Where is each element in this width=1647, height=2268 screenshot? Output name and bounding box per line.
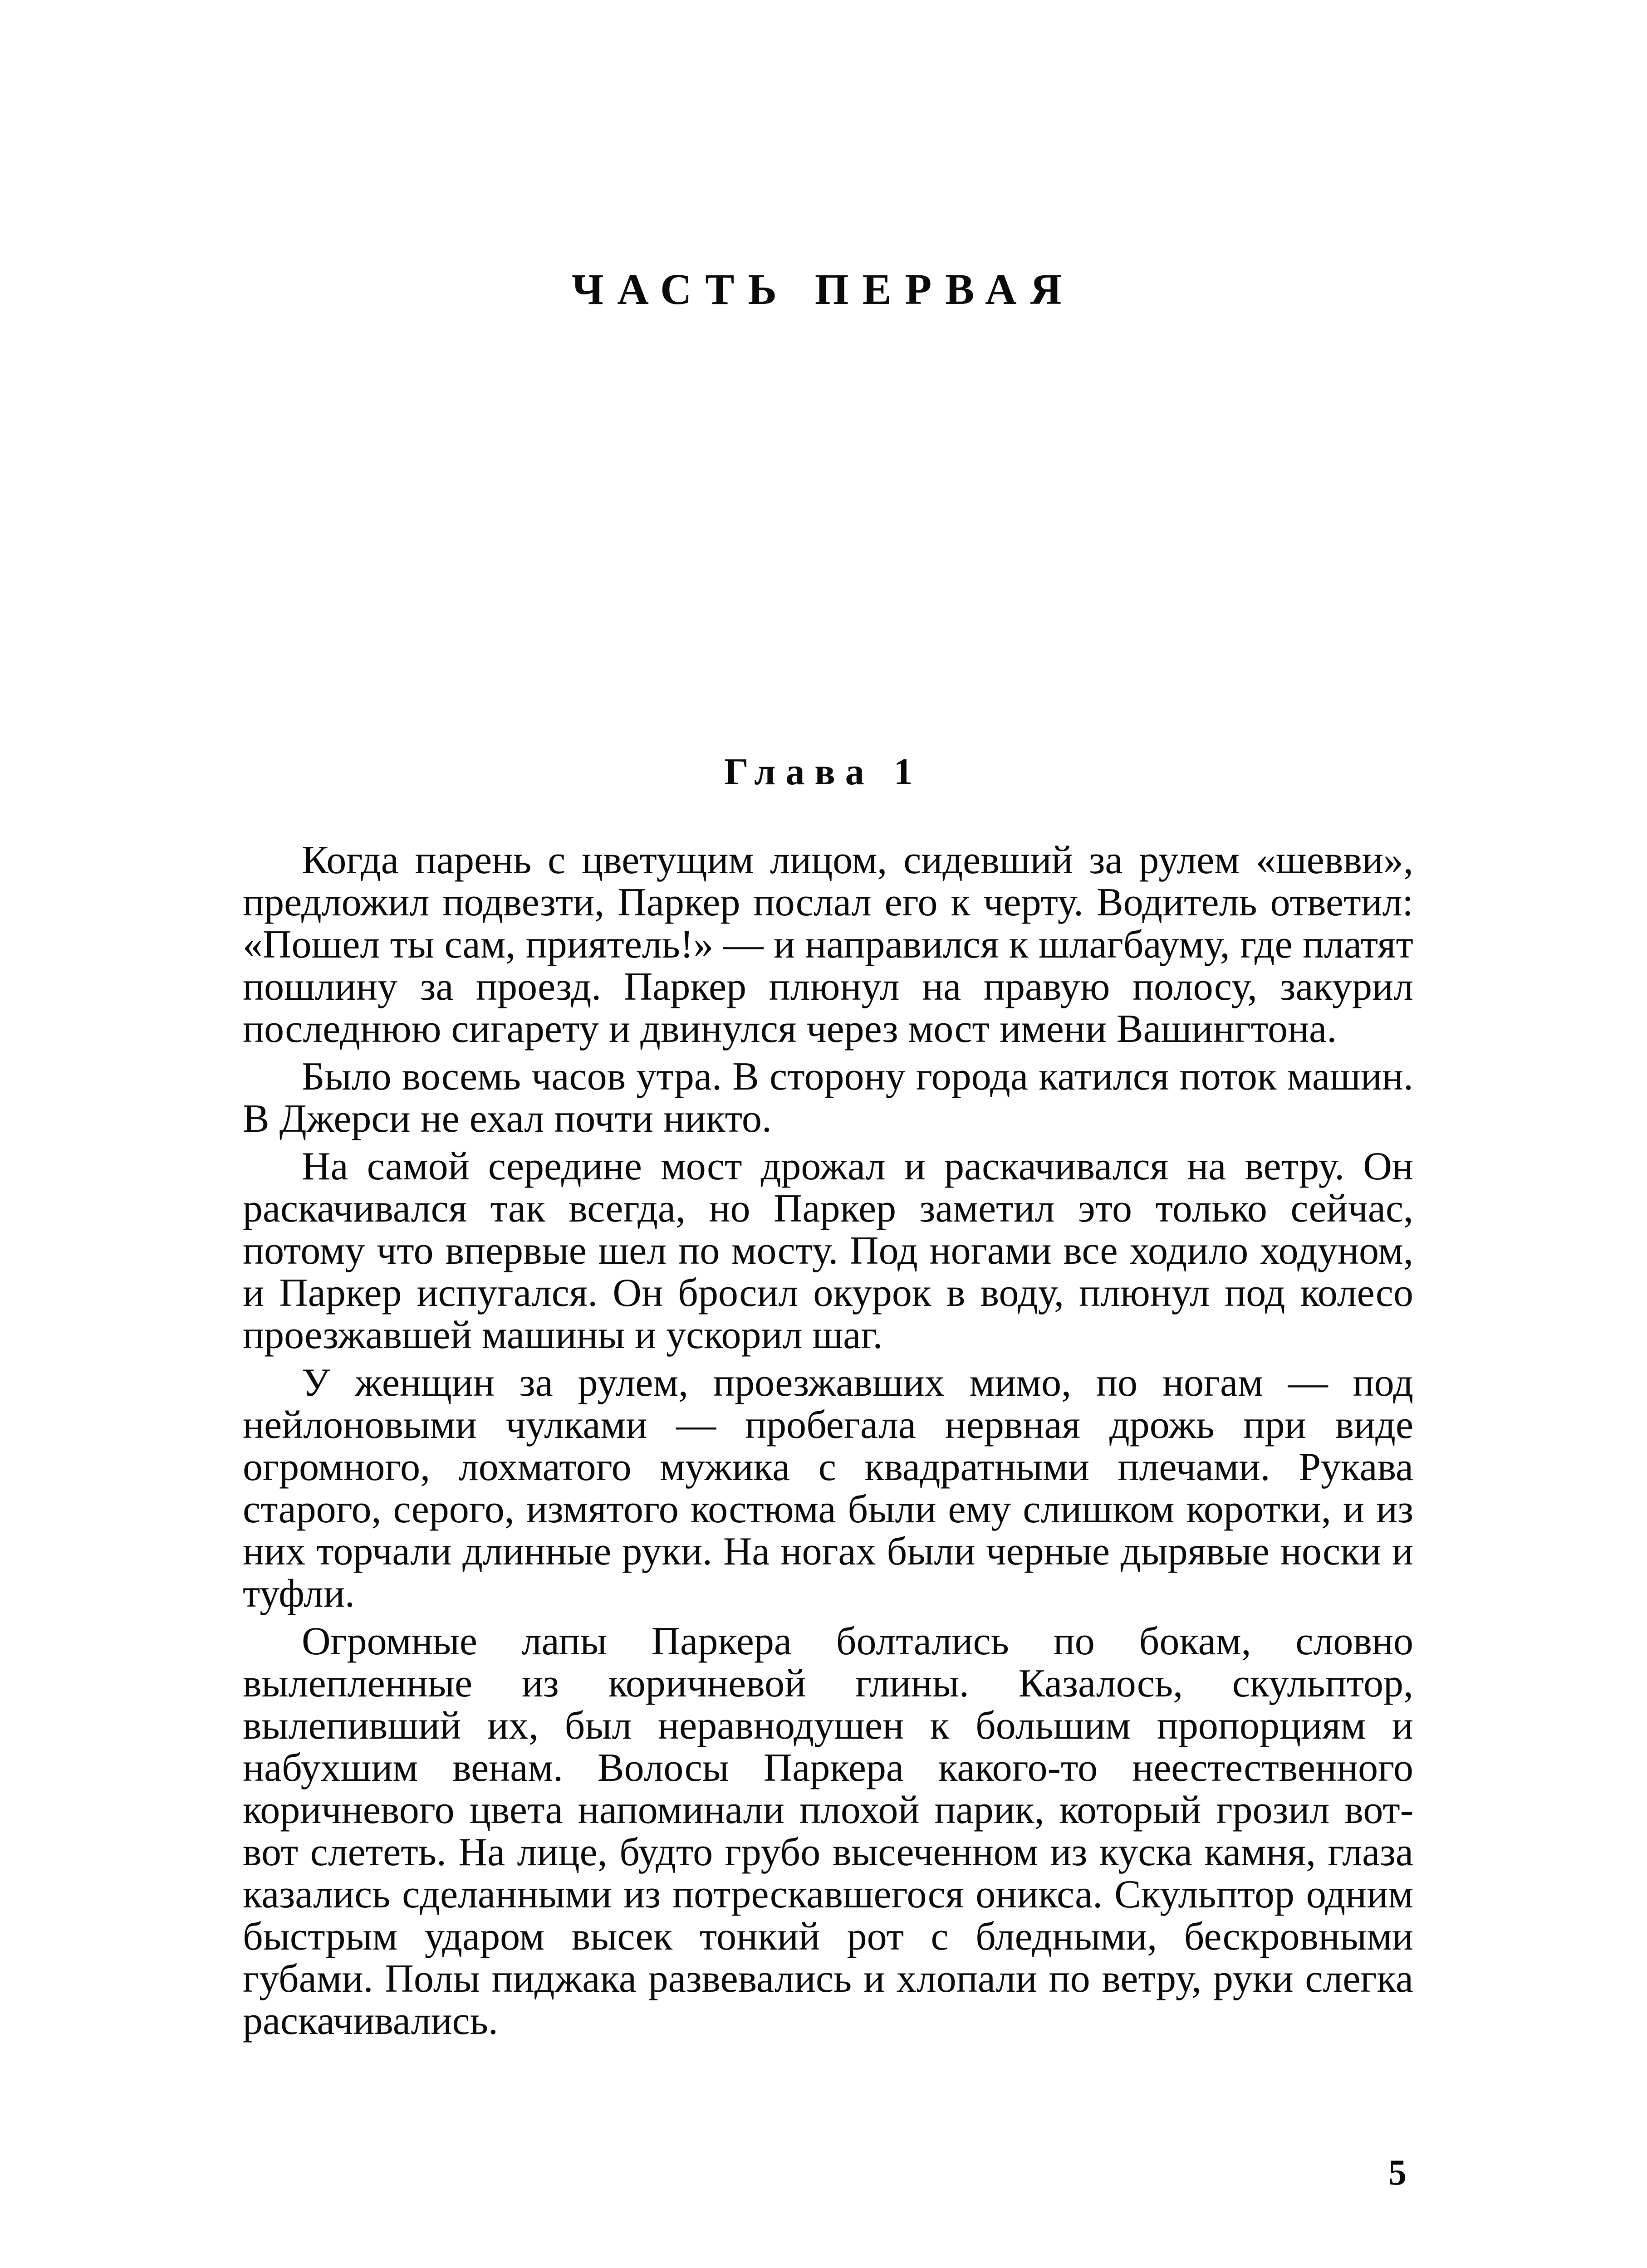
chapter-body: [243, 839, 1413, 2048]
part-title: ЧАСТЬ ПЕРВАЯ: [572, 265, 1075, 313]
paragraph-5: Огромные лапы Паркера болтались по бокам, словно вылепленные из коричневой глины. Казалось, скульптор, вылепивший их, был неравнодушен к большим пропорциям и набухшим венам. Волосы Паркера какого-то неестественного коричневого цвета напоминали плохой парик, который грозил вот-вот слететь. На лице, будто грубо высеченном из куска камня, глаза казались сделанными из потрескавшегося оникса. Скульптор одним быстрым ударом высек тонкий рот с бледными, бескровными губами. Полы пиджака развевались и хлопали по ветру, руки слегка раскачивались.: [243, 1619, 1413, 2043]
chapter-title: Глава 1: [724, 751, 923, 793]
paragraph-1: Когда парень с цветущим лицом, сидевший за рулем «шевви», предложил подвезти, Паркер послал его к черту. Водитель ответил: «Пошел ты сам, приятель!» — и направился к шлагбауму, где платят пошлину за проезд. Паркер плюнул на правую полосу, закурил последнюю сигарету и двинулся через мост имени Вашингтона.: [243, 838, 1413, 1051]
paragraph-4: У женщин за рулем, проезжавших мимо, по ногам — под нейлоновыми чулками — пробегала нервная дрожь при виде огромного, лохматого мужика с квадратными плечами. Рукава старого, серого, измятого костюма были ему слишком коротки, и из них торчали длинные руки. На ногах были черные дырявые носки и туфли.: [243, 1361, 1413, 1616]
paragraph-2: Было восемь часов утра. В сторону города катился поток машин. В Джерси не ехал почти никто.: [243, 1055, 1413, 1141]
paragraph-3: На самой середине мост дрожал и раскачивался на ветру. Он раскачивался так всегда, но Паркер заметил это только сейчас, потому что впервые шел по мосту. Под ногами все ходило ходуном, и Паркер испугался. Он бросил окурок в воду, плюнул под колесо проезжавшей машины и ускорил шаг.: [243, 1144, 1413, 1357]
page-number: 5: [1388, 2153, 1407, 2193]
